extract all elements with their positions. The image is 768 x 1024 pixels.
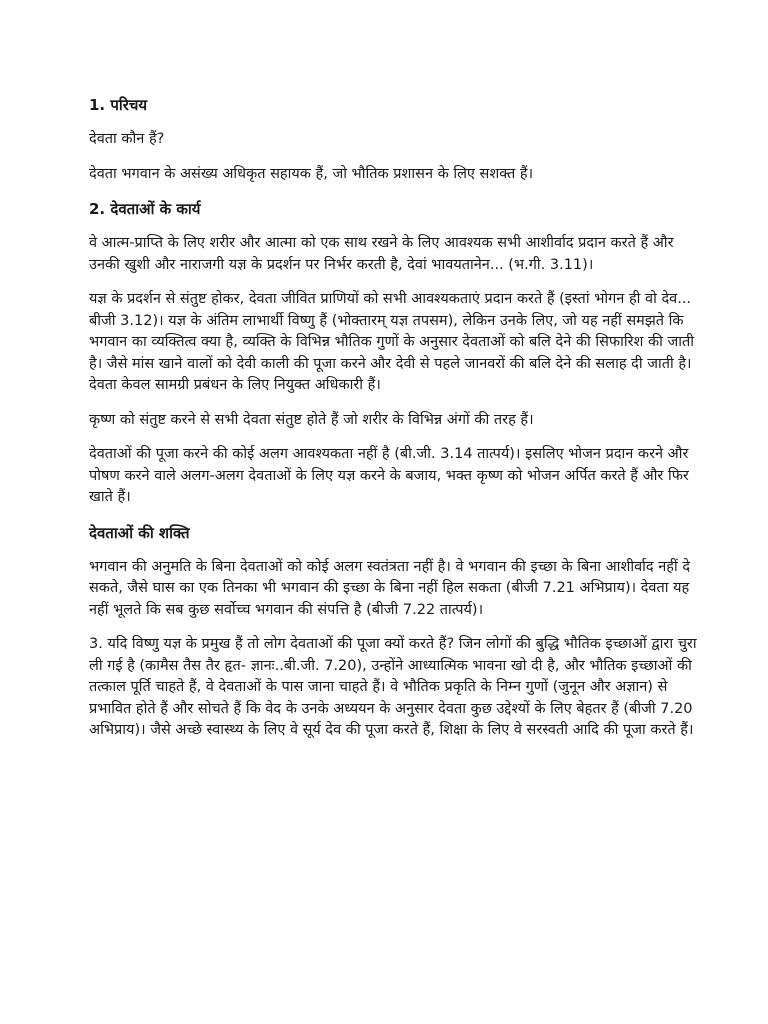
paragraph-blessings: वे आत्म-प्राप्ति के लिए शरीर और आत्मा को एक साथ रखने के लिए आवश्यक सभी आशीर्वाद प्रदान करते हैं और उनकी खुशी और नाराजगी यज्ञ के प्रदर्शन पर निर्भर करती है, देवां भावयतानेन... (भ.गी. 3.11)। [89, 235, 674, 273]
paragraph-sacrifice: यज्ञ के प्रदर्शन से संतुष्ट होकर, देवता जीवित प्राणियों को सभी आवश्यकताएं प्रदान करते हैं (इस्तां भोगन ही वो देव... बीजी 3.12)। यज्ञ के अंतिम लाभार्थी विष्णु हैं (भोक्तारम् यज्ञ तपसम), लेकिन उनके लिए, जो यह नहीं समझते कि भगवान का व्यक्तित्व क्या है, व्यक्ति के विभिन्न भौतिक गुणों के अनुसार देवताओं को बलि देने की सिफारिश की जाती है। जैसे मांस खाने वालों को देवी काली की पूजा करने और देवी से पहले जानवरों की बलि देने की सलाह दी जाती है। देवता केवल सामग्री प्रबंधन के लिए नियुक्त अधिकारी हैं। [89, 291, 695, 393]
paragraph-why-worship: 3. यदि विष्णु यज्ञ के प्रमुख हैं तो लोग देवताओं की पूजा क्यों करते हैं? जिन लोगों की बुद्धि भौतिक इच्छाओं द्वारा चुरा ली गई है (कामैस तैस तैर हृत- ज्ञानः..बी.जी. 7.20), उन्होंने आध्यात्मिक भावना खो दी है, और भौतिक इच्छाओं की तत्काल पूर्ति चाहते हैं, वे देवताओं के पास जाना चाहते हैं। वे भौतिक प्रकृति के निम्न गुणों (जुनून और अज्ञान) से प्रभावित होते हैं और सोचते हैं कि वेद के उनके अध्ययन के अनुसार देवता कुछ उद्देश्यों के लिए बेहतर हैं (बीजी 7.20 अभिप्राय)। जैसे अच्छे स्वास्थ्य के लिए वे सूर्य देव की पूजा करते हैं, शिक्षा के लिए वे सरस्वती आदि की पूजा करते हैं। [89, 636, 697, 738]
paragraph-definition: देवता भगवान के असंख्य अधिकृत सहायक हैं, जो भौतिक प्रशासन के लिए सशक्त हैं। [89, 165, 534, 182]
section-heading-functions: 2. देवताओं के कार्य [89, 200, 201, 218]
paragraph-krishna: कृष्ण को संतुष्ट करने से सभी देवता संतुष्ट होते हैं जो शरीर के विभिन्न अंगों की तरह हैं। [89, 411, 534, 428]
paragraph-worship-need: देवताओं की पूजा करने की कोई अलग आवश्यकता नहीं है (बी.जी. 3.14 तात्पर्य)। इसलिए भोजन प्रदान करने और पोषण करने वाले अलग-अलग देवताओं के लिए यज्ञ करने के बजाय, भक्त कृष्ण को भोजन अर्पित करते हैं और फिर खाते हैं। [89, 446, 689, 505]
section-heading-intro: 1. परिचय [89, 96, 148, 114]
section-heading-power: देवताओं की शक्ति [89, 523, 190, 542]
paragraph-question: देवता कौन हैं? [89, 131, 165, 147]
paragraph-permission: भगवान की अनुमति के बिना देवताओं को कोई अलग स्वतंत्रता नहीं है। वे भगवान की इच्छा के बिना आशीर्वाद नहीं दे सकते, जैसे घास का एक तिनका भी भगवान की इच्छा के बिना नहीं हिल सकता (बीजी 7.21 अभिप्राय)। देवता यह नहीं भूलते कि सब कुछ सर्वोच्च भगवान की संपत्ति है (बीजी 7.22 तात्पर्य)। [89, 558, 691, 618]
